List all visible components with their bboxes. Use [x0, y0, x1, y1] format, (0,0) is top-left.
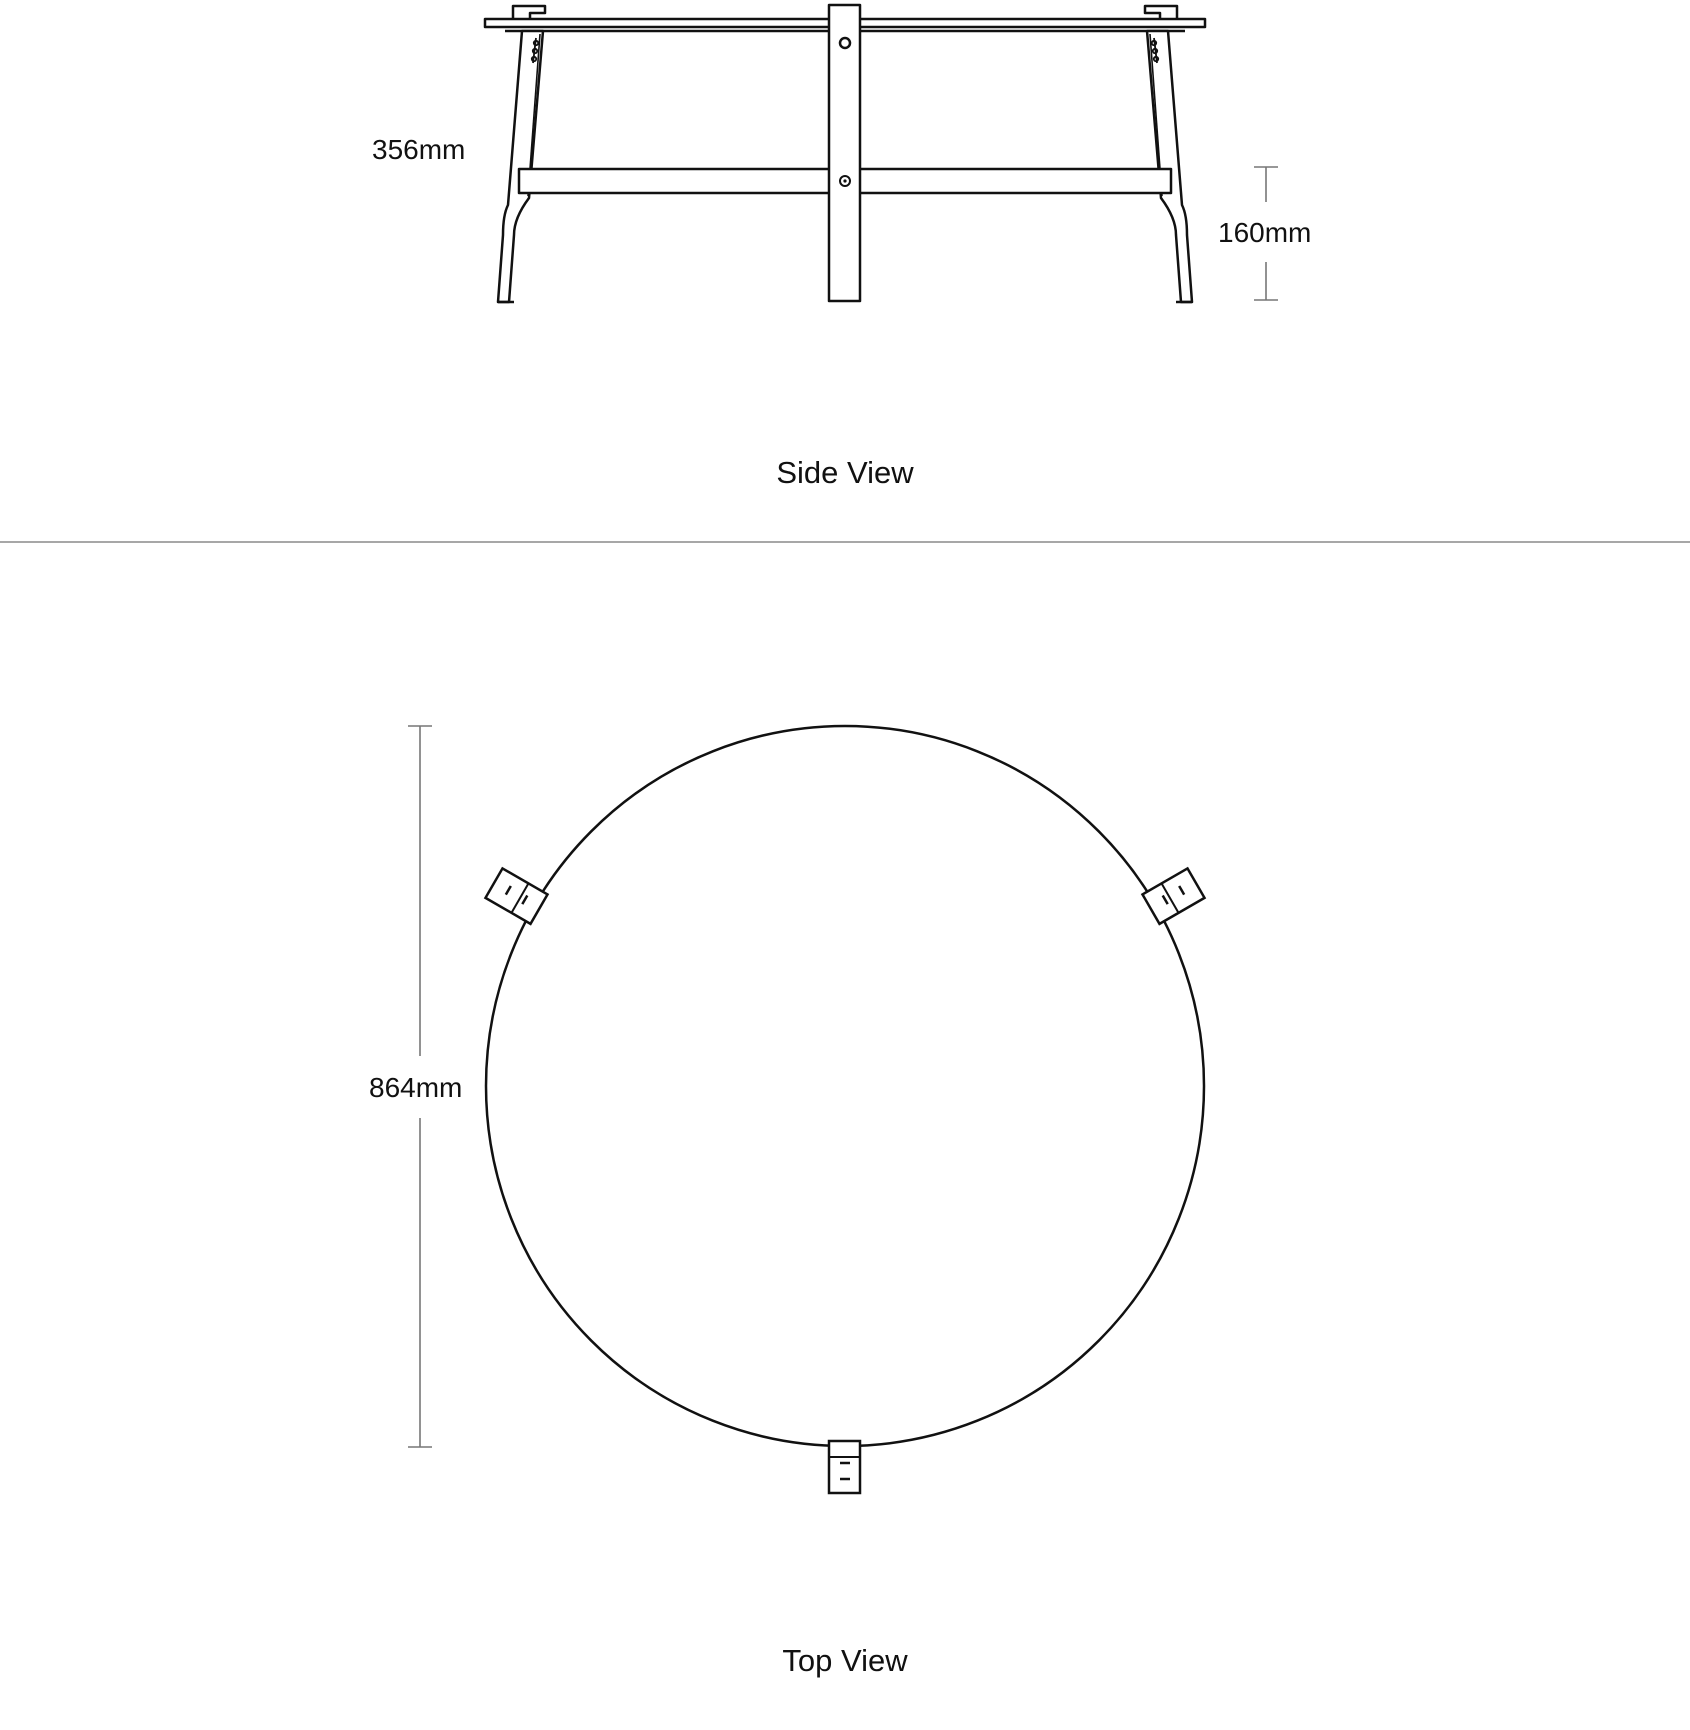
bottom-leg-clip — [829, 1441, 860, 1493]
side-height-label: 356mm — [372, 134, 466, 165]
top-view-title: Top View — [782, 1643, 908, 1678]
top-view — [485, 726, 1204, 1493]
left-top-clip — [513, 6, 545, 19]
right-top-clip — [1145, 6, 1177, 19]
shelf-height-label: 160mm — [1218, 217, 1312, 248]
right-leg — [1147, 31, 1192, 302]
round-table-top — [486, 726, 1204, 1446]
side-view — [485, 5, 1205, 302]
side-view-title: Side View — [776, 455, 914, 490]
left-leg — [498, 31, 543, 302]
diameter-label: 864mm — [369, 1072, 463, 1103]
center-leg — [829, 5, 860, 301]
